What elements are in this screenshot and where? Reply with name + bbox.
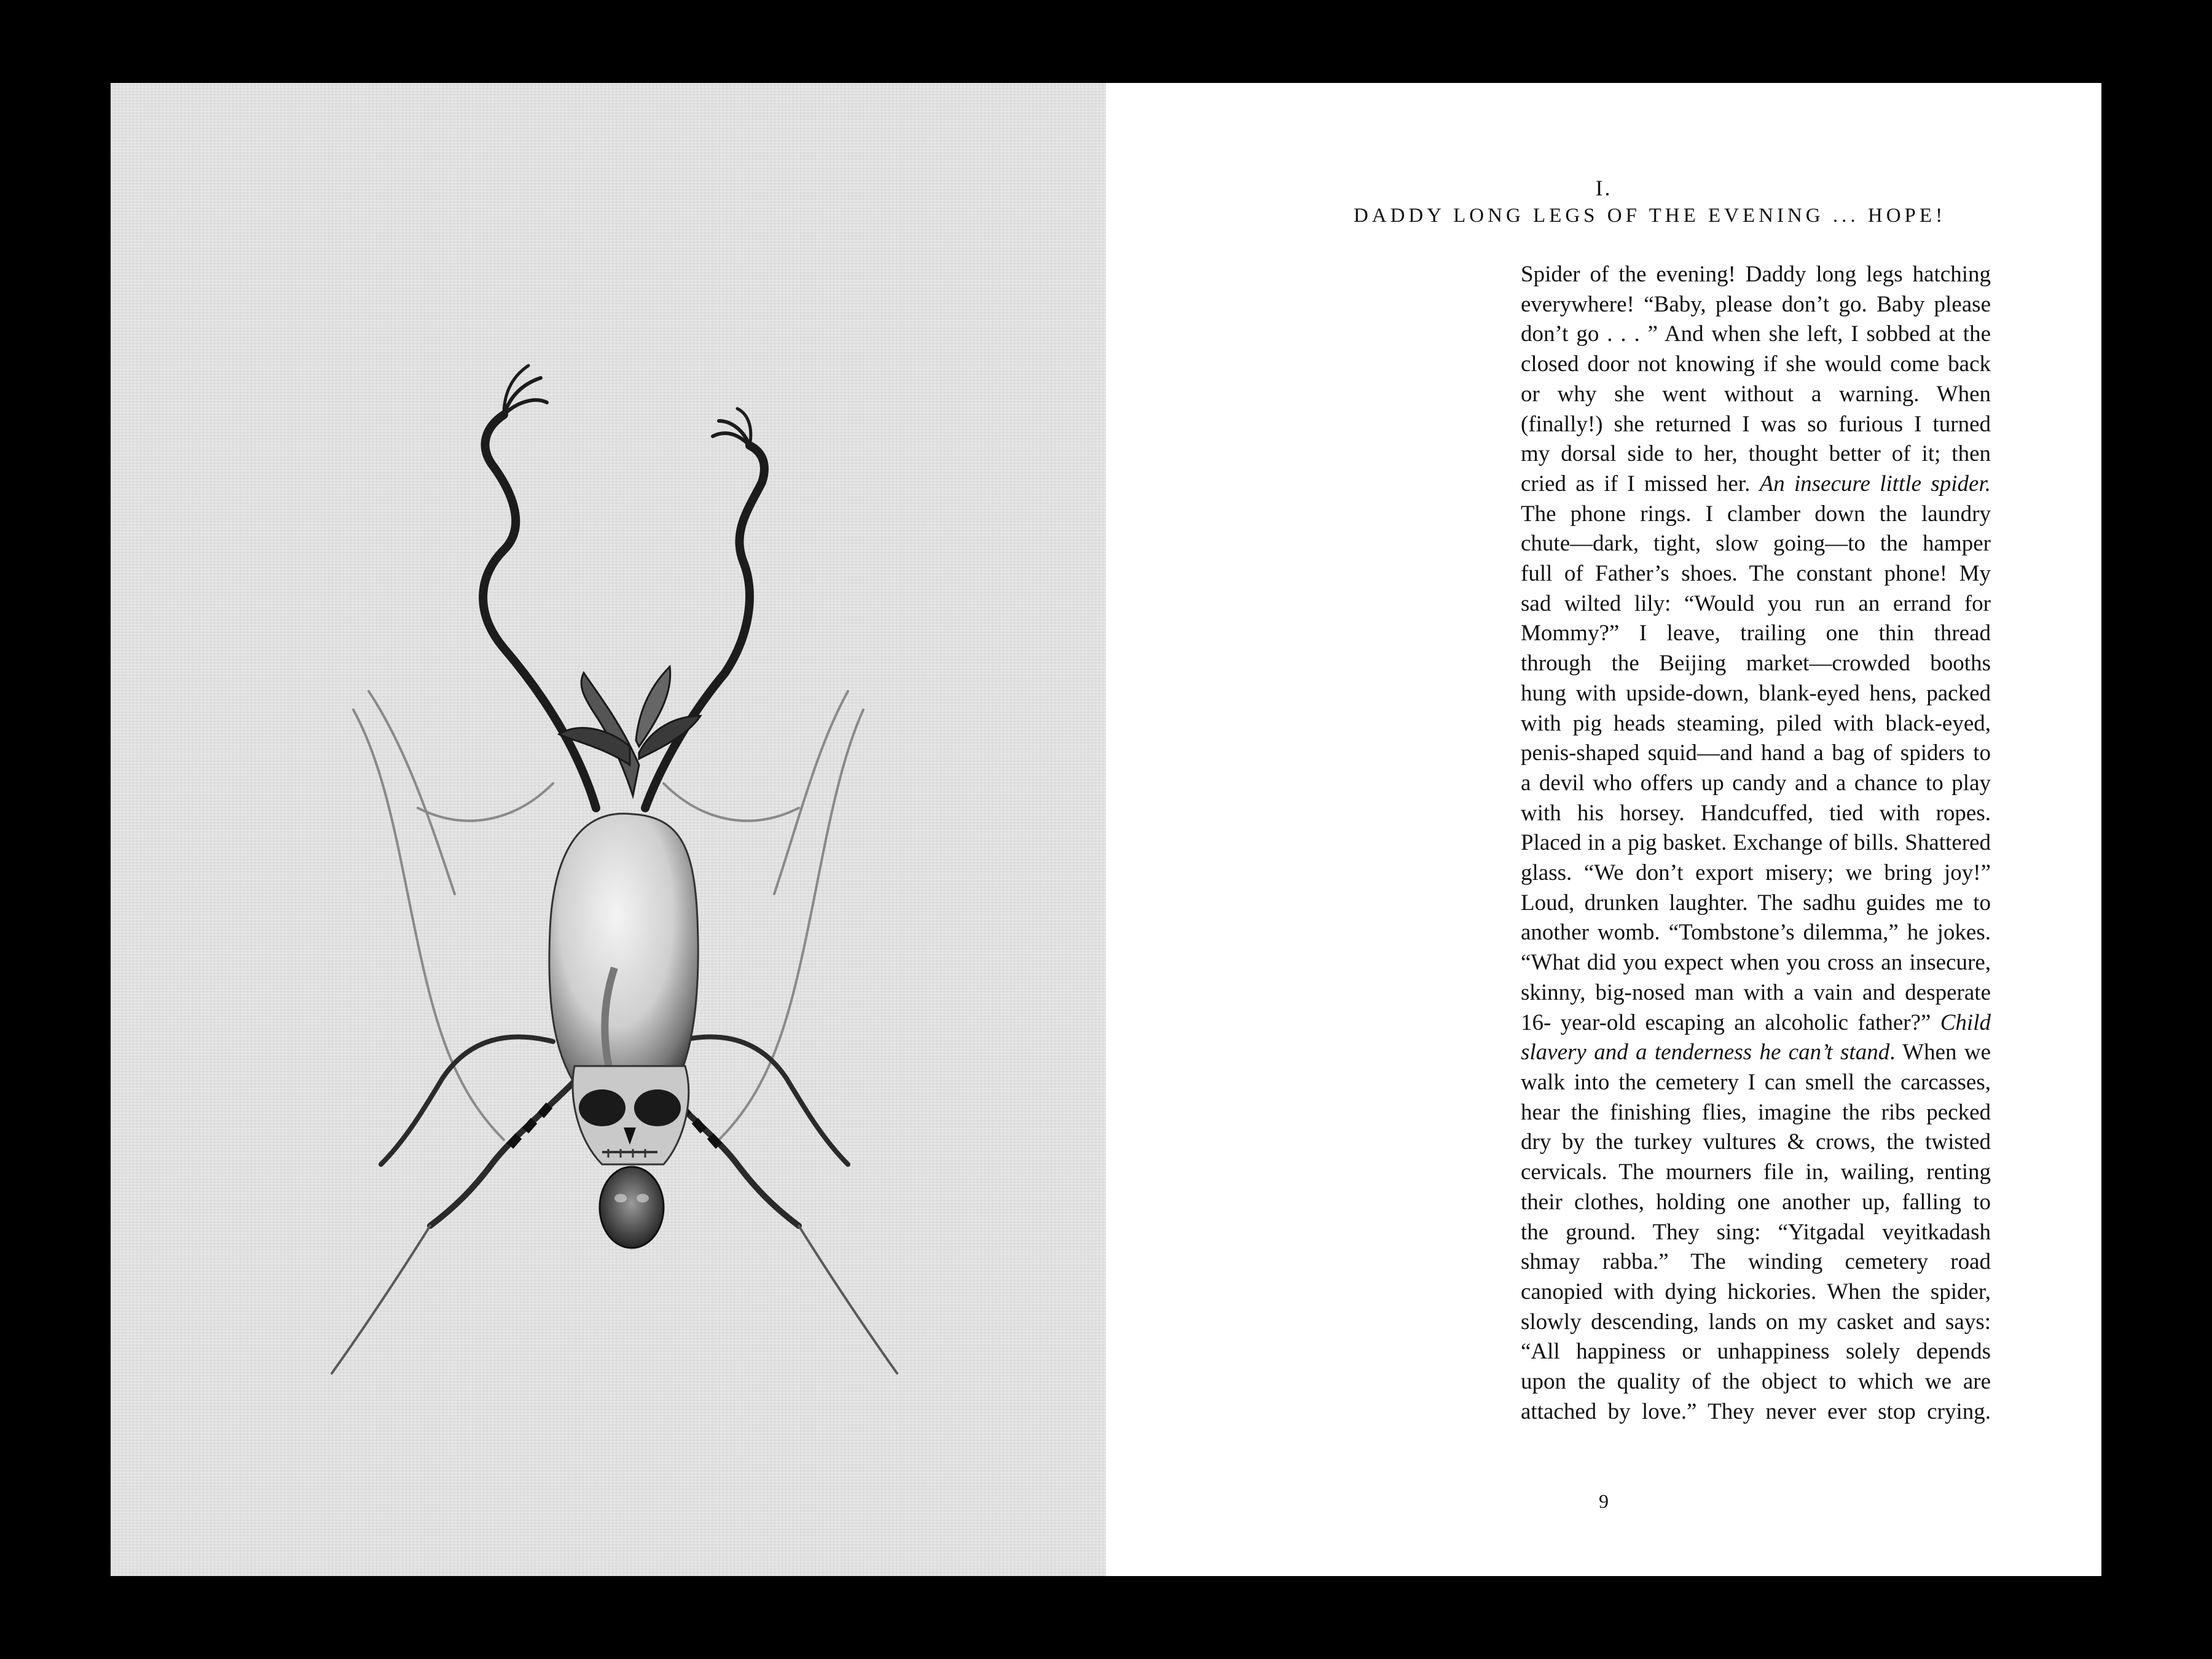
body-line: The phone rings. I clamber down the laundry [1521,501,1991,527]
body-text [1521,260,1991,1427]
body-line: walk into the cemetery I can smell the carcasses, [1521,1069,1991,1095]
body-line: don’t go . . . ” And when she left, I sobbed at the [1521,321,1991,347]
body-line: shmay rabba.” The winding cemetery road [1521,1249,1991,1275]
body-line: cried as if I missed her. An insecure little spider. [1521,471,1991,496]
body-line: “All happiness or unhappiness solely depends [1521,1339,1991,1365]
body-line: slavery and a tenderness he can’t stand. When we [1521,1040,1991,1065]
body-line: canopied with dying hickories. When the spider, [1521,1279,1991,1304]
left-page [111,83,1106,1576]
body-line: Mommy?” I leave, trailing one thin thread [1521,621,1991,646]
body-line: another womb. “Tombstone’s dilemma,” he jokes. [1521,920,1991,946]
body-line: everywhere! “Baby, please don’t go. Baby please [1521,291,1991,317]
body-line: through the Beijing market—crowded booths [1521,651,1991,677]
body-line: 16- year-old escaping an alcoholic father?” Child [1521,1010,1991,1035]
spider-with-skull-illustration [111,83,1106,1576]
body-line: upon the quality of the object to which we are [1521,1369,1991,1395]
body-line: cervicals. The mourners file in, wailing, renting [1521,1159,1991,1185]
body-line: skinny, big-nosed man with a vain and desperate [1521,979,1991,1005]
body-line: (finally!) she returned I was so furious I turned [1521,411,1991,437]
body-line: glass. “We don’t export misery; we bring joy!” [1521,860,1991,886]
body-line: hear the finishing flies, imagine the ribs pecked [1521,1099,1991,1125]
body-line: “What did you expect when you cross an insecure, [1521,950,1991,976]
body-line: Placed in a pig basket. Exchange of bills. Shattered [1521,830,1991,856]
body-line: slowly descending, lands on my casket and says: [1521,1309,1991,1335]
body-line: Loud, drunken laughter. The sadhu guides me to [1521,890,1991,916]
body-line: the ground. They sing: “Yitgadal veyitkadash [1521,1219,1991,1245]
page-number: 9 [1599,1490,1609,1512]
right-page [1106,83,2101,1576]
body-line: chute—dark, tight, slow going—to the hamper [1521,531,1991,557]
body-line: with his horsey. Handcuffed, tied with ropes. [1521,800,1991,826]
chapter-title: DADDY LONG LEGS OF THE EVENING ... HOPE! [1353,205,1947,227]
body-line: or why she went without a warning. When [1521,381,1991,407]
body-line: attached by love.” They never ever stop crying. [1521,1398,1991,1424]
body-line: closed door not knowing if she would come back [1521,351,1991,377]
body-line: with pig heads steaming, piled with black-eyed, [1521,710,1991,736]
body-line: penis-shaped squid—and hand a bag of spiders to [1521,740,1991,766]
body-line: dry by the turkey vultures & crows, the twisted [1521,1129,1991,1155]
body-line: their clothes, holding one another up, falling to [1521,1189,1991,1215]
chapter-number: I. [1595,176,1612,200]
body-line: a devil who offers up candy and a chance to play [1521,770,1991,796]
body-line: sad wilted lily: “Would you run an errand for [1521,590,1991,616]
body-line: full of Father’s shoes. The constant phone! My [1521,561,1991,587]
body-line: hung with upside-down, blank-eyed hens, packed [1521,680,1991,706]
body-line: my dorsal side to her, thought better of it; then [1521,441,1991,467]
body-line: Spider of the evening! Daddy long legs hatching [1521,262,1991,287]
book-spread [111,83,2101,1576]
